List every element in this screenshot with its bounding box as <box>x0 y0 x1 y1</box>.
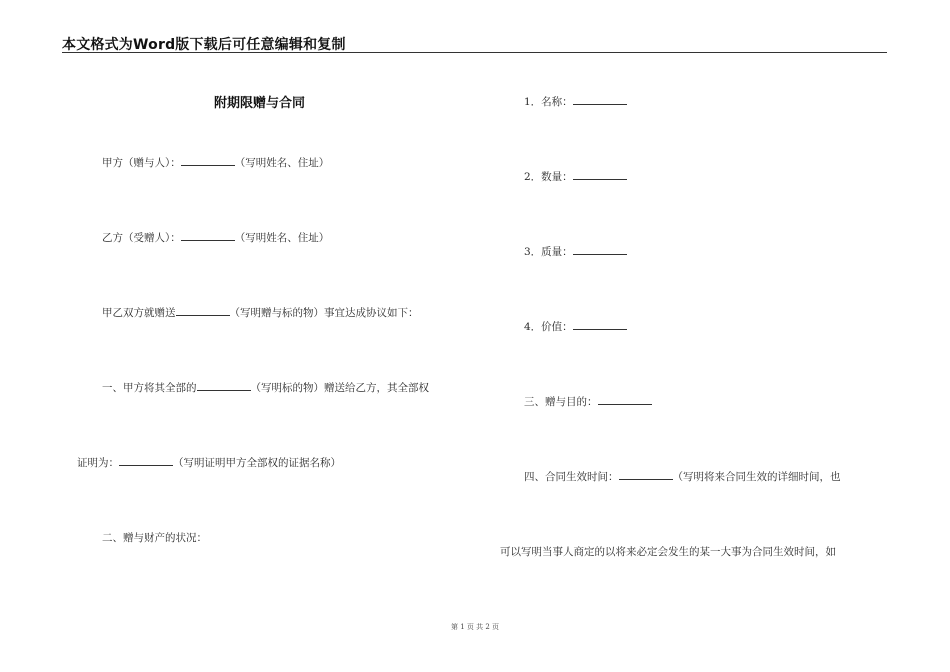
agreement-intro-suffix: （写明赠与标的物）事宜达成协议如下： <box>229 307 419 319</box>
clause-two-line <box>102 530 207 545</box>
item-quantity-blank <box>573 169 627 180</box>
item-quality-line <box>524 244 627 259</box>
gift-purpose-label: 三、赠与目的： <box>524 396 598 408</box>
ownership-proof-blank <box>119 455 173 466</box>
effective-time-blank <box>619 469 673 480</box>
page-number: 第 1 页 共 2 页 <box>450 623 500 631</box>
agreement-intro-line <box>102 305 419 320</box>
party-a-line <box>102 155 329 170</box>
item-value-blank <box>573 319 627 330</box>
item-quality-blank <box>573 244 627 255</box>
item-quantity-line <box>524 169 627 184</box>
party-a-note: （写明姓名、住址） <box>234 157 330 169</box>
effective-time-note: （写明将来合同生效的详细时间，也 <box>672 471 841 483</box>
gift-purpose-blank <box>598 394 652 405</box>
party-b-label: 乙方（受赠人）： <box>102 232 181 244</box>
party-a-blank <box>181 155 235 166</box>
item-quantity-label: 2．数量： <box>524 171 573 183</box>
clause-one-blank <box>197 380 251 391</box>
clause-two-heading: 二、赠与财产的状况： <box>102 532 207 544</box>
clause-one-line <box>102 380 429 395</box>
gift-purpose-line <box>524 394 652 409</box>
clause-one-prefix: 一、甲方将其全部的 <box>102 382 197 394</box>
clause-one-suffix: （写明标的物）赠送给乙方，其全部权 <box>250 382 429 394</box>
contract-title: 附期限赠与合同 <box>214 96 306 111</box>
party-a-label: 甲方（赠与人）： <box>102 157 181 169</box>
party-b-line <box>102 230 329 245</box>
item-value-label: 4．价值： <box>524 321 573 333</box>
ownership-proof-prefix: 证明为： <box>77 457 119 469</box>
effective-time-continuation <box>500 544 836 559</box>
document-header-title: 本文格式为Word版下载后可任意编辑和复制 <box>62 37 346 53</box>
item-name-blank <box>573 94 627 105</box>
effective-time-line <box>524 469 841 484</box>
item-quality-label: 3．质量： <box>524 246 573 258</box>
agreement-intro-prefix: 甲乙双方就赠送 <box>102 307 176 319</box>
party-b-note: （写明姓名、住址） <box>234 232 330 244</box>
item-value-line <box>524 319 627 334</box>
ownership-proof-line <box>77 455 341 470</box>
party-b-blank <box>181 230 235 241</box>
effective-time-label: 四、合同生效时间： <box>524 471 619 483</box>
item-name-line <box>524 94 627 109</box>
effective-time-continuation-text: 可以写明当事人商定的以将来必定会发生的某一大事为合同生效时间，如 <box>500 546 836 558</box>
item-name-label: 1．名称： <box>524 96 573 108</box>
ownership-proof-suffix: （写明证明甲方全部权的证据名称） <box>173 457 341 469</box>
header-divider <box>62 52 887 53</box>
gift-object-blank <box>176 305 230 316</box>
